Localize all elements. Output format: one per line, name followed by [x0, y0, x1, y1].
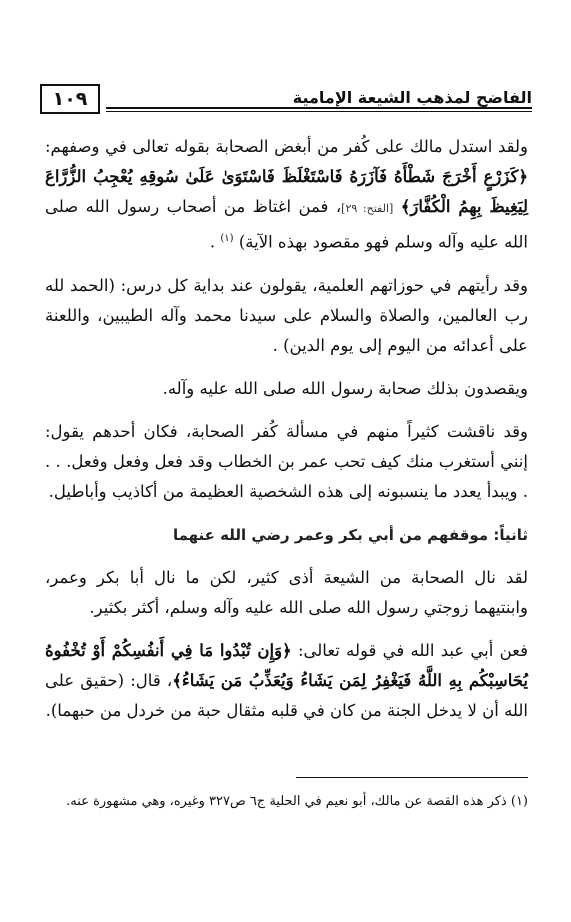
- section-heading: ثانياً: موقفهم من أبي بكر وعمر رضي الله عنهما: [172, 525, 528, 544]
- text-run: .: [209, 232, 216, 252]
- header-rule: [106, 107, 532, 109]
- running-title: الفاضح لمذهب الشيعة الإمامية: [292, 88, 532, 107]
- paragraph-meaning: ويقصدون بذلك صحابة رسول الله صلى الله عليه وآله.: [162, 378, 528, 398]
- paragraph-malik: [45, 132, 528, 258]
- footnotes: [45, 790, 528, 814]
- footnote-marker[interactable]: (١): [220, 233, 234, 244]
- page-header: [40, 84, 532, 118]
- footnote-separator: [296, 777, 528, 778]
- main-text: [45, 132, 528, 739]
- text-run: ولقد استدل مالك على كُفر من أبغض الصحابة بقوله تعالى في وصفهم:: [45, 137, 528, 156]
- paragraph-hawzat: وقد رأيتهم في حوزاتهم العلمية، يقولون عند بداية كل درس: (الحمد لله رب العالمين، والصلاة والسلام على سيدنا محمد وآله الطيبين، واللعنة على أعدائه من اليوم إلى يوم الدين) .: [45, 275, 528, 355]
- paragraph-discussion: وقد ناقشت كثيراً منهم في مسألة كُفر الصحابة، فكان أحدهم يقول: إنني أستغرب منك كيف تحب عمر بن الخطاب وقد فعل وفعل وفعل. . . . ويبدأ يعدد ما ينسبونه إلى هذه الشخصية العظيمة من أكاذيب وأباطيل.: [45, 421, 528, 501]
- quran-verse: ﴿وَإِن تُبْدُوا مَا فِي أَنفُسِكُمْ أَوْ تُخْفُوهُ يُحَاسِبْكُم بِهِ اللَّهُ فَيَغْفِرُ لِمَن يَشَاءُ وَيُعَذِّبُ مَن يَشَاءُ﴾: [45, 640, 528, 690]
- paragraph-abu-abdullah: [45, 636, 528, 726]
- verse-reference: [الفتح: ٢٩]: [341, 202, 394, 215]
- text-run: فعن أبي عبد الله في قوله تعالى:: [297, 640, 528, 660]
- page-number: ١٠٩: [40, 84, 100, 114]
- quran-verse: ﴿كَزَرْعٍ أَخْرَجَ شَطْأَهُ فَآزَرَهُ فَاسْتَغْلَظَ فَاسْتَوَىٰ عَلَىٰ سُوقِهِ يُعْجِبُ الزُّرَّاعَ لِيَغِيظَ بِهِمُ الْكُفَّارَ﴾: [45, 167, 528, 216]
- text-run: ، قال: (حقيق على الله أن لا يدخل الجنة من كان في قلبه مثقال حبة من خردل من حبهما).: [45, 670, 528, 720]
- paragraph-abubakr-umar: لقد نال الصحابة من الشيعة أذى كثير، لكن ما نال أبا بكر وعمر، وابنتيهما زوجتي رسول الله صلى الله عليه وآله وسلم، أكثر بكثير.: [45, 567, 528, 617]
- text-run: ، فمن اغتاظ من أصحاب رسول الله صلى الله عليه وآله وسلم فهو مقصود بهذه الآية): [45, 197, 528, 252]
- footnote: (١) ذكر هذه القصة عن مالك، أبو نعيم في الحلية ج٦ ص٣٢٧ وغيره، وهي مشهورة عنه.: [66, 794, 528, 809]
- header-rule-thin: [106, 111, 532, 112]
